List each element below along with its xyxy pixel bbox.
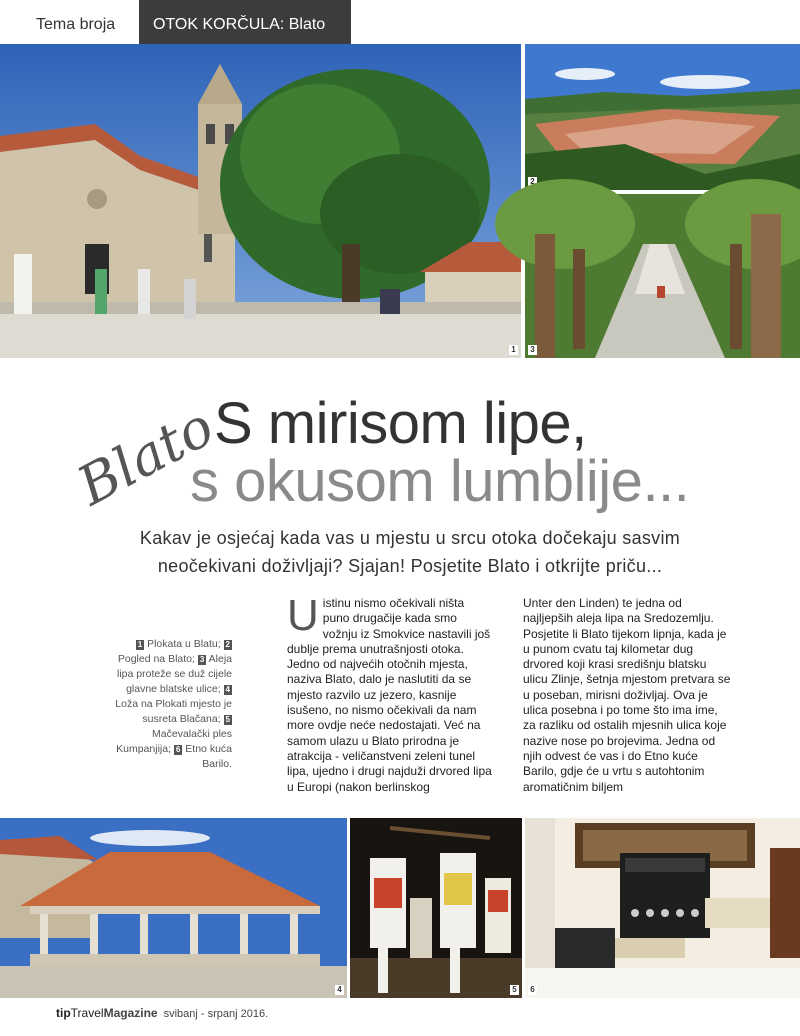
photo-linden-alley bbox=[525, 194, 800, 358]
caption-text: Plokata u Blatu; bbox=[147, 638, 221, 650]
caption-text: Aleja lipa proteže se duž cijele glavne blatske ulice; bbox=[117, 653, 232, 695]
headline-line2: s okusom lumblije... bbox=[190, 449, 690, 514]
caption-number: 4 bbox=[225, 685, 230, 694]
brand-magazine: Magazine bbox=[103, 1006, 158, 1020]
body-column-2: Unter den Linden) te jedna od najljepših aleja lipa na Sredozemlju. Posjetite li Blato tijekom lipnja, kada je u punom cvatu taj kilometar dug drvored koji krasi središnju blatsku ulicu Zlinje, šetnja mjestom pretvara se u poseban, mirisni doživljaj. Ova je ulica posebna i po tome što ima ime, za razliku od ostalih mjesnih ulica koje nazive nose po brojevima. Jedna od njih odvest će vas i do Etno kuće Barilo, gdje će u vrtu s autohtonim aromatičnim biljem bbox=[523, 596, 731, 794]
photo-number: 2 bbox=[528, 177, 537, 187]
caption-text: Etno kuća Barilo. bbox=[185, 743, 232, 770]
caption-number: 3 bbox=[199, 655, 205, 664]
caption-number: 5 bbox=[225, 715, 230, 724]
brand-tip: tip bbox=[56, 1006, 71, 1020]
lead-paragraph: Kakav je osjećaj kada vas u mjestu u srcu otoka dočekaju sasvim neočekivani doživljaji? Sjajan! Posjetite Blato i otkrijte priču... bbox=[139, 528, 681, 576]
body-column-1 bbox=[287, 591, 492, 795]
issue-date: svibanj - srpanj 2016. bbox=[163, 1008, 269, 1020]
photo-plokata bbox=[0, 44, 521, 358]
section-label: Tema broja bbox=[36, 16, 116, 33]
section-tab: OTOK KORČULA: Blato bbox=[139, 0, 351, 58]
photo-number: 3 bbox=[528, 345, 537, 355]
caption-text: Pogled na Blato; bbox=[117, 653, 195, 665]
photo-number: 6 bbox=[528, 985, 537, 995]
brand-travel: Travel bbox=[70, 1006, 104, 1020]
caption-text: Loža na Plokati mjesto je susreta Blačana; bbox=[115, 698, 232, 725]
photo-view-blato bbox=[525, 44, 800, 190]
caption-number: 2 bbox=[225, 640, 230, 649]
footer bbox=[56, 1006, 268, 1020]
photo-kumpanjija bbox=[350, 818, 522, 998]
photo-etno-house bbox=[525, 818, 800, 998]
drop-cap: U bbox=[287, 591, 319, 640]
photo-number: 4 bbox=[335, 985, 344, 995]
headline-line1: S mirisom lipe, bbox=[214, 391, 587, 456]
caption-number: 1 bbox=[137, 640, 143, 649]
photo-number: 1 bbox=[509, 345, 518, 355]
svg-text:Blato: Blato bbox=[67, 394, 224, 518]
photo-loggia bbox=[0, 818, 347, 998]
caption-text: Mačevalački ples Kumpanjija; bbox=[116, 728, 232, 755]
body-text: istinu nismo očekivali ništa puno drugačije kada smo vožnju iz Smokvice nastavili još dublje prema unutrašnjosti otoka. Jedno od najvećih otočnih mjesta, naziva Blato, dalo je naslutiti da se mjesto razvilo uz jezero, kasnije isušeno, no nismo očekivali da nam more ovdje neće nedostajati. Već na samom ulazu u Blato prirodna je atrakcija - veličanstveni zeleni tunel lipa, ujedno i drugi najduži drvored lipa u Europi (nakon berlinskog bbox=[287, 596, 492, 794]
photo-captions bbox=[110, 637, 232, 772]
photo-number: 5 bbox=[510, 985, 519, 995]
script-blato bbox=[62, 394, 224, 518]
caption-number: 6 bbox=[175, 745, 181, 754]
